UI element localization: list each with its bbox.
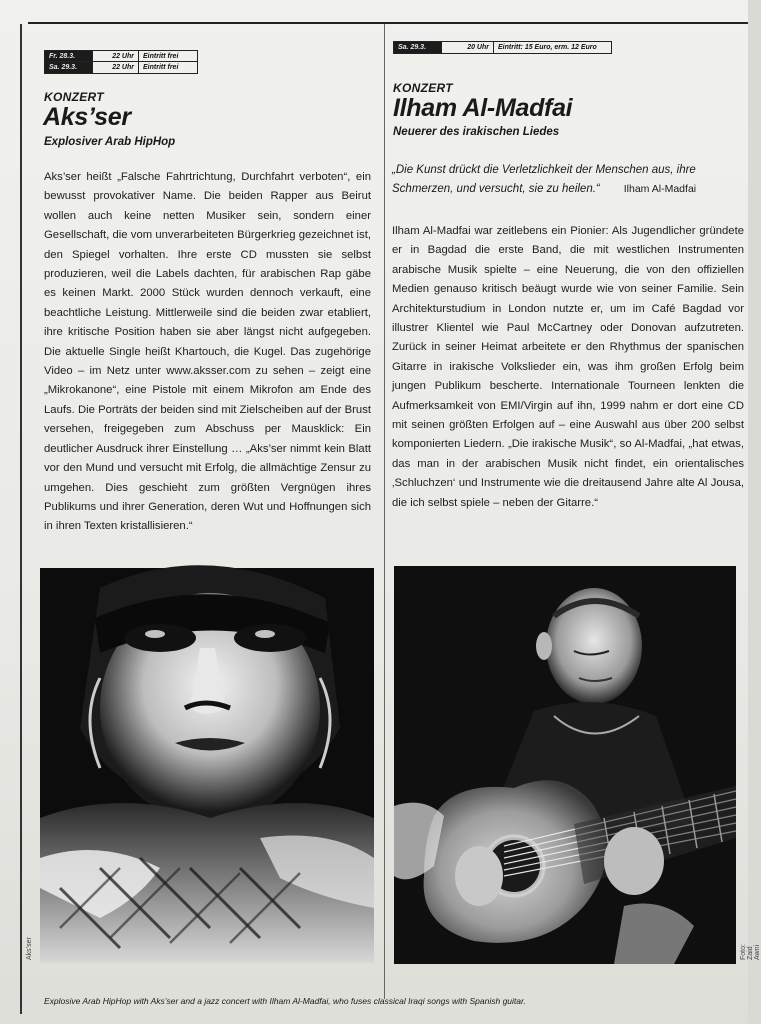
schedule-date: Sa. 29.3. [45,62,93,73]
right-schedule-table [393,41,612,54]
pull-quote [392,161,744,199]
right-subline: Neuerer des irakischen Liedes [393,126,560,138]
aksser-photo [40,568,374,963]
schedule-time: 22 Uhr [93,62,139,73]
page-caption: Explosive Arab HipHop with Aks’ser and a jazz concert with Ilham Al-Madfai, who fuses classical Iraqi songs with Spanish guitar. [44,996,526,1006]
left-schedule-table [44,50,198,74]
right-kicker: KONZERT [393,81,453,95]
schedule-row [45,51,197,62]
column-divider [384,24,385,999]
ilham-al-madfai-photo [394,566,736,964]
quote-author: Ilham Al-Madfai [623,183,697,195]
left-margin-rule [20,24,22,1014]
left-body-text: Aks’ser heißt „Falsche Fahrtrichtung, Durchfahrt verboten“, ein bewusst provokativer Name. Die beiden Rapper aus Beirut wollen auch keine netten Musiker sein, sondern einer Gesellschaft, die vom unverarbeiteten Bürgerkrieg gezeichnet ist, den Spiegel vorhalten. Ihre erste CD mussten sie selbst produzieren, weil die Labels dachten, für arabischen Rap gäbe es keinen Markt. 2000 Stück wurden dennoch verkauft, eine beachtliche Leistung. Mittlerweile sind die beiden zwar etabliert, ihre kritische Position haben sie aber längst nicht aufgegeben. Die aktuelle Single heißt Khartouch, die Kugel. Das zugehörige Video – im Netz unter www.aksser.com zu sehen – zeigt eine „Mikrokanone“, eine Pistole mit einem Mikrofon am Ende des Laufs. Die Porträts der beiden sind mit Zielscheiben auf der Brust versehen, freigegeben zum Abschuss per Mausklick: Ein deutlicher Ausdruck ihrer Einstellung … „Aks’ser nimmt kein Blatt vor den Mund und versucht mit Erfolg, die allmächtige Zensur zu umgehen. Dies geschieht zum größten Vergnügen ihres Publikums und ihrer Generation, deren Wut und Hoffnungen sich in ihren Texten kristallisieren.“ [44,171,371,533]
right-body-text: Ilham Al-Madfai war zeitlebens ein Pionier: Als Jugendlicher gründete er in Bagdad die erste Band, die mit westlichen Instrumenten arabische Musik spielte – eine Neuerung, die von den offiziellen Medien genauso kritisch beäugt wurde wie von seiner Familie. Sein Architekturstudium in London nutzte er, um im Café Bagdad vor illustrer Klientel wie Paul McCartney oder Donovan aufzutreten. Zurück in seiner Heimat arbeitete er den Rhythmus der spanischen Gitarre in irakische Volkslieder ein, was ihm großen Erfolg beim jungen Publikum bescherte. Internationale Tourneen lenkten die Aufmerksamkeit von EMI/Virgin auf ihn, 1999 nahm er dort eine CD mit seinen größten Erfolgen auf – eine Auswahl aus über 200 selbst komponierten Liedern. „Die irakische Musik“, so Al-Madfai, „hat etwas, das man in der arabischen Musik nicht findet, ein orientalisches ‚Schluchzen‘ und Instrumente wie die dreitausend Jahre alte Al Jousa, die ich selbst spiele – neben der Gitarre.“ [392,225,744,509]
schedule-date: Sa. 29.3. [394,42,442,53]
right-headline: Ilham Al-Madfai [393,94,573,122]
right-photo-credit: Foto: Zaid Awni [740,944,761,960]
left-kicker: KONZERT [44,90,104,104]
left-headline: Aks’ser [43,103,131,131]
schedule-time: 22 Uhr [93,51,139,61]
quote-text: „Die Kunst drückt die Verletzlichkeit der Menschen aus, ihre Schmerzen, und versucht, sie zu heilen.“ [392,164,696,195]
schedule-entry: Eintritt frei [143,52,179,60]
schedule-entry: Eintritt: 15 Euro, erm. 12 Euro [498,44,597,51]
left-subline: Explosiver Arab HipHop [44,136,176,148]
schedule-row [394,42,611,53]
schedule-date: Fr. 28.3. [45,51,93,61]
left-photo-credit: Aks’ser [26,937,33,960]
schedule-time: 20 Uhr [442,42,494,53]
schedule-row [45,62,197,73]
top-rule [28,22,748,24]
schedule-entry: Eintritt frei [143,64,179,71]
guitarist-image [394,566,736,964]
aksser-portrait-image [40,568,374,963]
